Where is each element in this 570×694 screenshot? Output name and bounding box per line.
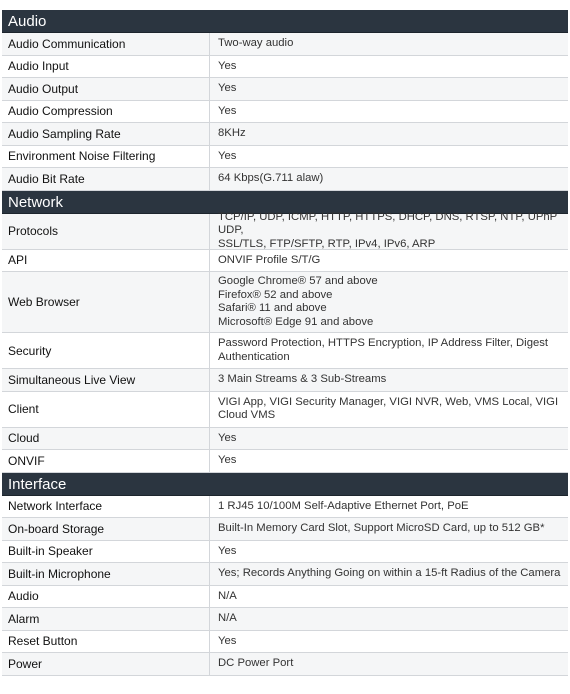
spec-table (2, 0, 568, 676)
spec-value: Yes (218, 634, 237, 647)
spec-row (2, 56, 568, 79)
spec-key: Client (2, 392, 210, 427)
spec-value: Yes; Records Anything Going on within a 15-ft Radius of the Camera (218, 567, 561, 579)
spec-value: Yes (218, 104, 237, 117)
spec-row (2, 653, 568, 676)
spec-key: Protocols (2, 214, 210, 249)
spec-key: Audio Output (2, 78, 210, 100)
spec-value: ONVIF Profile S/T/G (218, 253, 321, 266)
spec-value: DC Power Port (218, 657, 294, 669)
spec-value: 1 RJ45 10/100M Self-Adaptive Ethernet Port, PoE (218, 499, 469, 512)
spec-key: Audio Bit Rate (2, 168, 210, 190)
spec-key: Cloud (2, 428, 210, 450)
spec-value: Yes (218, 454, 237, 466)
spec-key: Audio Compression (2, 101, 210, 123)
spec-key: Environment Noise Filtering (2, 146, 210, 168)
spec-row (2, 608, 568, 631)
section-header-audio: Audio (2, 10, 568, 33)
spec-value: Yes (218, 544, 237, 557)
spec-key: Audio Communication (2, 33, 210, 55)
spec-value: Password Protection, HTTPS Encryption, IP Address Filter, Digest Authentication (218, 337, 549, 363)
spec-row (2, 496, 568, 519)
spec-key: Network Interface (2, 496, 210, 518)
spec-value: Yes (218, 82, 237, 94)
spec-value: Two-way audio (218, 37, 294, 49)
spec-value: 8KHz (218, 127, 246, 139)
spec-value: Yes (218, 149, 237, 162)
spec-value: N/A (218, 589, 237, 602)
section-header-interface: Interface (2, 473, 568, 496)
spec-value: 64 Kbps(G.711 alaw) (218, 172, 324, 184)
spec-row (2, 123, 568, 146)
section-header-network: Network (2, 191, 568, 214)
spec-key: Alarm (2, 608, 210, 630)
spec-row (2, 168, 568, 191)
spec-key: Built-in Microphone (2, 563, 210, 585)
spec-value: Google Chrome® 57 and above Firefox® 52 and above Safari® 11 and above Microsoft® Edge 91 and above (218, 275, 378, 328)
spec-row (2, 428, 568, 451)
spec-key: Power (2, 653, 210, 675)
spec-row (2, 210, 568, 250)
spec-key: API (2, 250, 210, 272)
spec-row (2, 563, 568, 586)
spec-key: Audio Input (2, 56, 210, 78)
spec-row (2, 631, 568, 654)
spec-value: Yes (218, 431, 237, 444)
spec-key: ONVIF (2, 450, 210, 472)
spec-key: Security (2, 333, 210, 368)
spec-row (2, 333, 568, 369)
spec-row (2, 369, 568, 392)
spec-row (2, 392, 568, 428)
spec-value: Yes (218, 59, 237, 72)
spec-row (2, 450, 568, 473)
spec-key: Web Browser (2, 272, 210, 332)
spec-value: TCP/IP, UDP, ICMP, HTTP, HTTPS, DHCP, DNS, RTSP, NTP, UPnP UDP, SSL/TLS, FTP/SFTP, RTP, IPv4, IPv6, ARP (218, 210, 558, 250)
spec-row (2, 541, 568, 564)
spec-row (2, 586, 568, 609)
spec-key: Reset Button (2, 631, 210, 653)
spec-value: 3 Main Streams & 3 Sub-Streams (218, 373, 387, 385)
spec-key: Audio (2, 586, 210, 608)
spec-key: On-board Storage (2, 518, 210, 540)
spec-row (2, 250, 568, 273)
spec-value: VIGI App, VIGI Security Manager, VIGI NVR, Web, VMS Local, VIGI Cloud VMS (218, 395, 559, 421)
spec-key: Simultaneous Live View (2, 369, 210, 391)
spec-row (2, 518, 568, 541)
spec-row (2, 78, 568, 101)
spec-value: Built-In Memory Card Slot, Support MicroSD Card, up to 512 GB* (218, 522, 545, 534)
spec-row (2, 146, 568, 169)
spec-key: Built-in Speaker (2, 541, 210, 563)
spec-row (2, 101, 568, 124)
spec-value: N/A (218, 612, 237, 624)
spec-row (2, 272, 568, 333)
spec-key: Audio Sampling Rate (2, 123, 210, 145)
spec-row (2, 33, 568, 56)
